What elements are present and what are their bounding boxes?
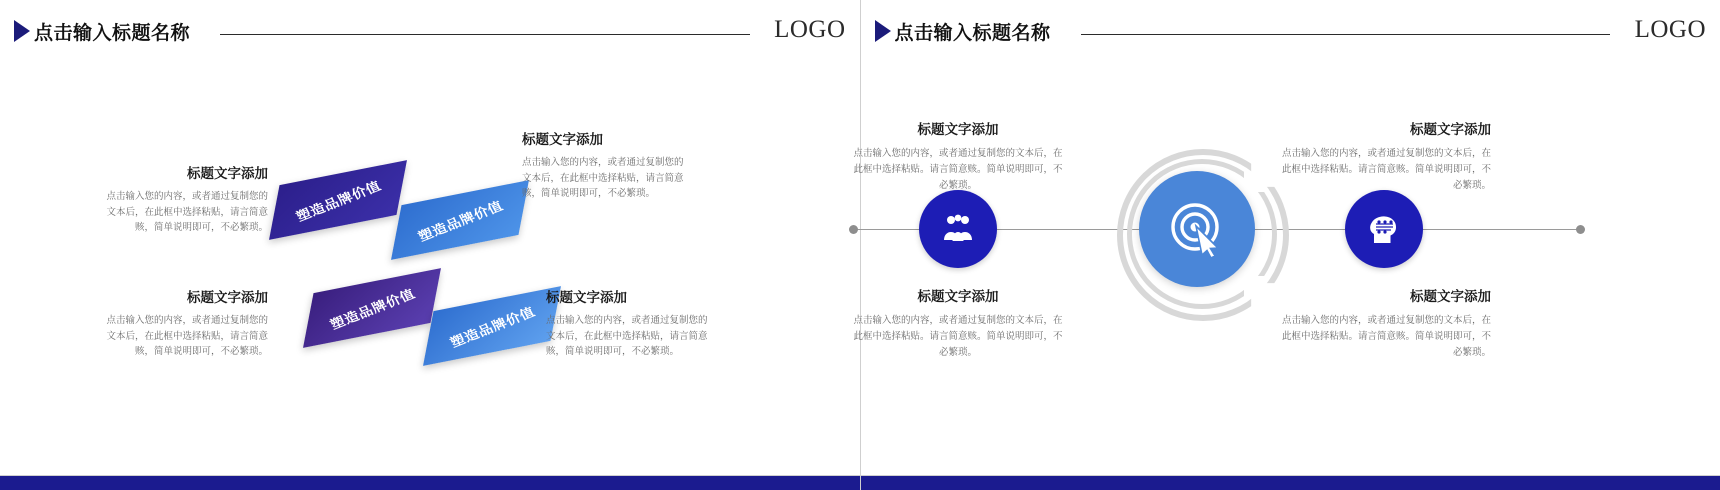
header-divider xyxy=(1081,34,1611,35)
shape-label: 塑造品牌价值 xyxy=(327,286,418,332)
page-title: 点击输入标题名称 xyxy=(894,23,1051,44)
text-block-title: 标题文字添加 xyxy=(1410,289,1491,304)
text-block-title: 标题文字添加 xyxy=(187,166,268,181)
axis-endpoint-left xyxy=(849,225,858,234)
text-block-title: 标题文字添加 xyxy=(1410,122,1491,137)
triangle-right-icon xyxy=(875,20,891,42)
text-block-title: 标题文字添加 xyxy=(522,132,603,147)
text-block-title: 标题文字添加 xyxy=(187,290,268,305)
triangle-right-icon xyxy=(14,20,30,42)
node-brain[interactable] xyxy=(1345,190,1423,268)
slide-2-text-block-4 xyxy=(1281,285,1491,361)
node-target[interactable] xyxy=(1139,171,1255,287)
target-cursor-icon xyxy=(1168,200,1226,258)
people-group-icon xyxy=(939,210,977,248)
header-divider xyxy=(220,34,750,35)
text-block-1 xyxy=(100,162,268,236)
shape-parallelogram-2[interactable] xyxy=(391,180,529,260)
text-block-3 xyxy=(100,286,268,360)
text-block-body: 点击输入您的内容，或者通过复制您的文本后，在此框中选择粘贴，请言简意赅，简单说明即可，不必繁琐。 xyxy=(546,315,708,358)
text-block-title: 标题文字添加 xyxy=(917,289,999,304)
head-brain-icon xyxy=(1365,210,1403,248)
text-block-body: 点击输入您的内容，或者通过复制您的文本后，在此框中选择粘贴，请言简意赅，简单说明即可，不必繁琐。 xyxy=(106,191,268,234)
node-people[interactable] xyxy=(919,190,997,268)
slide-2-text-block-3 xyxy=(1281,118,1491,194)
slide-2-text-block-1 xyxy=(853,118,1063,194)
text-block-body: 点击输入您的内容，或者通过复制您的文本后，在此框中选择粘贴，请言简意赅，简单说明即可，不必繁琐。 xyxy=(106,315,268,358)
logo: LOGO xyxy=(1634,16,1706,43)
slide-2-header xyxy=(875,18,1707,52)
slide-2-text-block-2 xyxy=(853,285,1063,361)
page-title: 点击输入标题名称 xyxy=(34,23,191,44)
text-block-body: 点击输入您的内容，或者通过复制您的文本后，在此框中选择粘贴，请言简意赅，简单说明即可，不必繁琐。 xyxy=(522,157,684,200)
logo: LOGO xyxy=(774,16,846,43)
slide-1-header xyxy=(14,18,846,52)
text-block-body: 点击输入您的内容，或者通过复制您的文本后，在此框中选择粘贴。请言简意赅。简单说明即可，不必繁琐。 xyxy=(1281,315,1491,359)
text-block-title: 标题文字添加 xyxy=(546,290,627,305)
text-block-body: 点击输入您的内容，或者通过复制您的文本后，在此框中选择粘贴。请言简意赅。简单说明即可，不必繁琐。 xyxy=(1281,148,1491,192)
shape-label: 塑造品牌价值 xyxy=(293,178,384,224)
text-block-body: 点击输入您的内容，或者通过复制您的文本后，在此框中选择粘贴。请言简意赅。简单说明即可，不必繁琐。 xyxy=(853,148,1063,192)
shape-parallelogram-1[interactable] xyxy=(269,160,407,240)
text-block-body: 点击输入您的内容，或者通过复制您的文本后，在此框中选择粘贴。请言简意赅。简单说明即可，不必繁琐。 xyxy=(853,315,1063,359)
shape-parallelogram-4[interactable] xyxy=(423,286,561,366)
shape-parallelogram-3[interactable] xyxy=(303,268,441,348)
text-block-2 xyxy=(522,128,690,202)
shape-label: 塑造品牌价值 xyxy=(447,304,538,350)
axis-endpoint-right xyxy=(1576,225,1585,234)
footer-bar xyxy=(861,476,1720,490)
text-block-title: 标题文字添加 xyxy=(917,122,999,137)
footer-bar xyxy=(0,476,860,490)
text-block-4 xyxy=(546,286,714,360)
shape-label: 塑造品牌价值 xyxy=(415,198,506,244)
